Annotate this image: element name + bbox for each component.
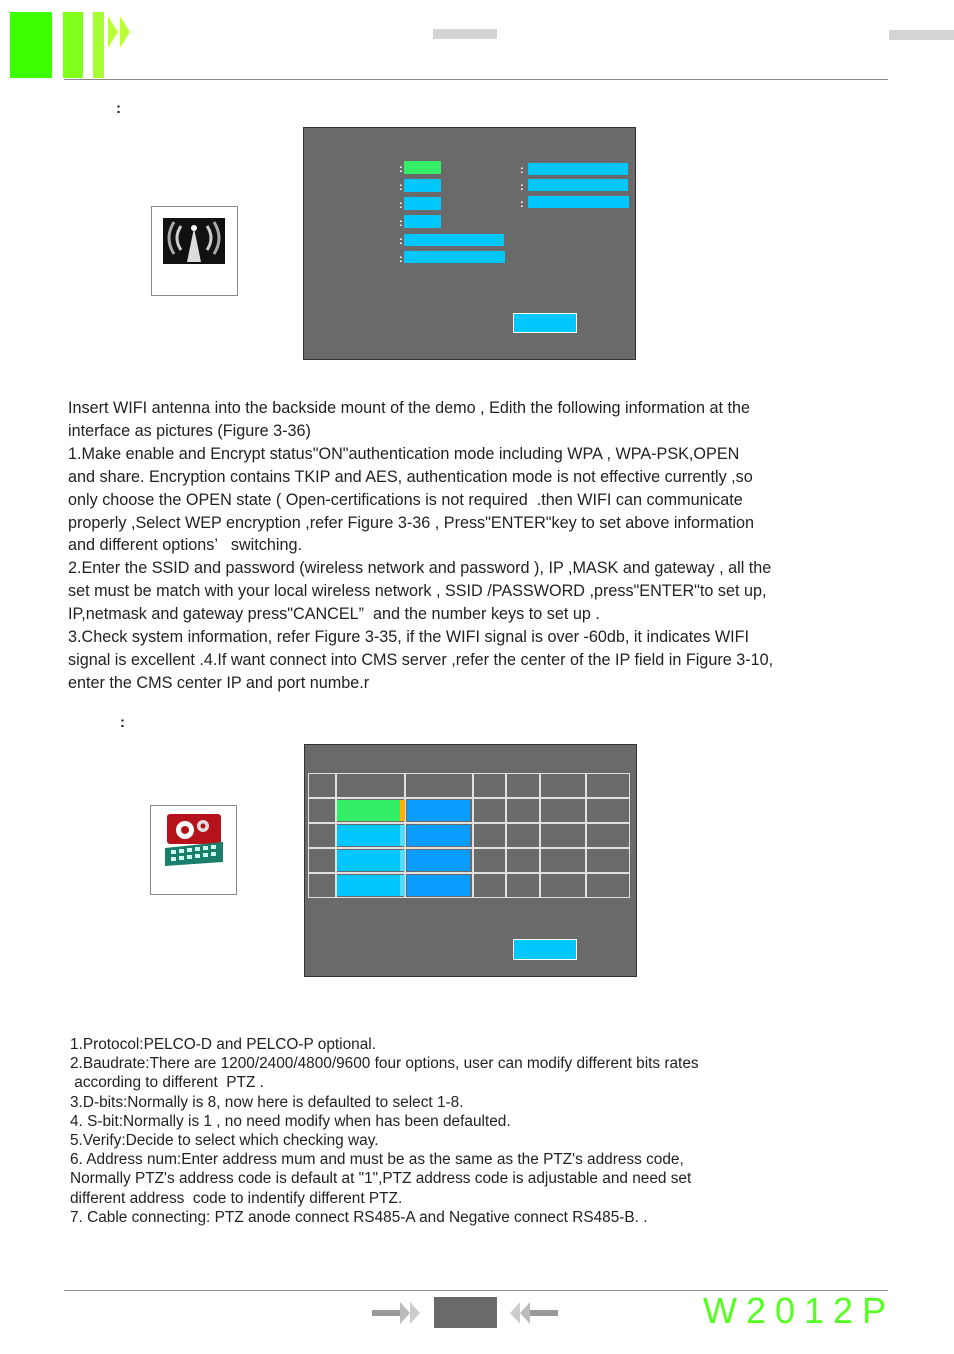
text-line: according to different PTZ . <box>70 1074 264 1092</box>
header-arrow-icon <box>108 16 134 48</box>
colon: : <box>399 181 403 193</box>
ptz-apply-button[interactable] <box>513 939 577 960</box>
ptz-instructions <box>70 1035 699 1227</box>
ptz-baudrate-field[interactable] <box>407 850 470 871</box>
ptz-grid-cell <box>540 798 586 823</box>
page-number-box <box>434 1297 497 1328</box>
ptz-grid-cell <box>586 873 630 898</box>
text-line: signal is excellent .4.If want connect into CMS server ,refer the center of the IP field in Figure 3-10, <box>68 650 774 669</box>
text-line: 3.Check system information, refer Figure 3-35, if the WIFI signal is over -60db, it indicates WIFI <box>68 628 750 647</box>
ptz-grid-cell <box>473 848 506 873</box>
ptz-grid-cell <box>473 823 506 848</box>
ptz-grid-cell <box>586 798 630 823</box>
ptz-grid-cell <box>586 848 630 873</box>
header-tab-right <box>889 30 954 40</box>
text-line: and share. Encryption contains TKIP and AES, authentication mode is not effective currently ,so <box>68 467 753 486</box>
ptz-protocol-field[interactable] <box>337 850 401 871</box>
ptz-updown-icon[interactable] <box>400 875 405 896</box>
text-line: interface as pictures (Figure 3-36) <box>68 421 311 440</box>
brand-bar-1 <box>10 12 52 78</box>
wifi-ssid-field[interactable] <box>404 234 504 246</box>
ptz-grid-cell <box>308 798 336 823</box>
text-line: different address code to indentify different PTZ. <box>70 1189 403 1207</box>
colon: : <box>399 235 403 247</box>
ptz-baudrate-field[interactable] <box>407 875 470 896</box>
ptz-grid-cell <box>506 823 540 848</box>
wifi-encrypt-field[interactable] <box>404 179 441 192</box>
colon: : <box>399 217 403 229</box>
ptz-icon-box <box>150 805 237 895</box>
ptz-protocol-field[interactable] <box>337 875 401 896</box>
ptz-grid-cell <box>336 773 405 798</box>
ptz-grid-cell <box>308 873 336 898</box>
colon: : <box>399 199 403 211</box>
colon: : <box>520 198 524 210</box>
ptz-grid-cell <box>540 823 586 848</box>
text-line: 2.Enter the SSID and password (wireless network and password ), IP ,MASK and gateway , all the <box>68 559 772 578</box>
text-line: IP,netmask and gateway press"CANCEL” and the number keys to set up . <box>68 605 600 624</box>
ptz-baudrate-field[interactable] <box>407 825 470 846</box>
ptz-protocol-field[interactable] <box>337 825 401 846</box>
ptz-grid-cell <box>506 848 540 873</box>
text-line: 3.D-bits:Normally is 8, now here is defaulted to select 1-8. <box>70 1093 464 1111</box>
ptz-grid-cell <box>308 848 336 873</box>
brand-bar-2 <box>63 12 83 78</box>
text-line: only choose the OPEN state ( Open-certifications is not required .then WIFI can communicate <box>68 490 743 509</box>
ptz-grid-cell <box>586 773 630 798</box>
ptz-grid-cell <box>473 773 506 798</box>
text-line: 1.Protocol:PELCO-D and PELCO-P optional. <box>70 1036 376 1053</box>
colon: : <box>520 164 524 176</box>
text-line: 4. S-bit:Normally is 1 , no need modify when has been defaulted. <box>70 1112 511 1130</box>
wifi-instructions <box>68 397 773 695</box>
wifi-encryption-type-field[interactable] <box>404 215 441 228</box>
arrow-next-icon[interactable] <box>372 1302 422 1324</box>
wifi-apply-button[interactable] <box>513 313 577 333</box>
ptz-settings-icon <box>163 812 225 866</box>
text-line: properly ,Select WEP encryption ,refer Figure 3-36 , Press"ENTER"key to set above information <box>68 513 754 532</box>
ptz-grid-cell <box>308 823 336 848</box>
ptz-grid-cell <box>308 773 336 798</box>
brand-bar-3 <box>93 12 104 78</box>
wifi-auth-field[interactable] <box>404 197 441 210</box>
ptz-grid-cell <box>473 798 506 823</box>
text-line: 1.Make enable and Encrypt status"ON"authentication mode including WPA , WPA-PSK,OPEN <box>68 444 740 463</box>
text-line: 2.Baudrate:There are 1200/2400/4800/9600 four options, user can modify different bits rates <box>70 1055 699 1073</box>
wifi-antenna-icon <box>163 218 225 264</box>
model-name: W2012P <box>703 1290 896 1331</box>
text-line: 5.Verify:Decide to select which checking way. <box>70 1132 379 1150</box>
text-line: and different options’ switching. <box>68 536 302 555</box>
ptz-grid-cell <box>540 773 586 798</box>
ptz-grid-cell <box>540 873 586 898</box>
wifi-ip-field[interactable] <box>528 163 628 175</box>
ptz-updown-icon[interactable] <box>400 800 405 821</box>
text-line: 6. Address num:Enter address mum and must be as the same as the PTZ's address code, <box>70 1151 684 1169</box>
section-label-ptz: : <box>120 714 125 731</box>
ptz-grid-cell <box>506 873 540 898</box>
ptz-grid-cell <box>586 823 630 848</box>
ptz-grid-cell <box>405 773 473 798</box>
ptz-settings-screen <box>304 744 637 977</box>
wifi-gateway-field[interactable] <box>528 196 629 208</box>
wifi-settings-screen <box>303 127 636 360</box>
text-line: set must be match with your local wireless network , SSID /PASSWORD ,press"ENTER"to set up, <box>68 582 767 601</box>
wifi-icon-box <box>151 206 238 296</box>
text-line: 7. Cable connecting: PTZ anode connect RS485-A and Negative connect RS485-B. . <box>70 1208 648 1226</box>
colon: : <box>520 181 524 193</box>
text-line: Normally PTZ's address code is default at "1",PTZ address code is adjustable and need set <box>70 1170 692 1188</box>
wifi-mask-field[interactable] <box>528 179 628 191</box>
wifi-password-field[interactable] <box>404 251 505 263</box>
ptz-updown-icon[interactable] <box>400 850 405 871</box>
ptz-grid-cell <box>540 848 586 873</box>
ptz-updown-icon[interactable] <box>400 825 405 846</box>
header-divider <box>64 79 888 80</box>
colon: : <box>399 163 403 175</box>
wifi-enable-field[interactable] <box>404 161 441 174</box>
ptz-grid-cell <box>506 798 540 823</box>
colon: : <box>399 253 403 265</box>
text-line: Insert WIFI antenna into the backside mount of the demo , Edith the following information at the <box>68 399 751 417</box>
ptz-grid-cell <box>473 873 506 898</box>
arrow-prev-icon[interactable] <box>508 1302 558 1324</box>
ptz-protocol-field[interactable] <box>337 800 401 821</box>
ptz-baudrate-field[interactable] <box>407 800 470 821</box>
header-tab-center <box>433 29 497 39</box>
text-line: enter the CMS center IP and port numbe.r <box>68 673 370 692</box>
ptz-grid-cell <box>506 773 540 798</box>
section-label-wifi: : <box>116 100 121 117</box>
